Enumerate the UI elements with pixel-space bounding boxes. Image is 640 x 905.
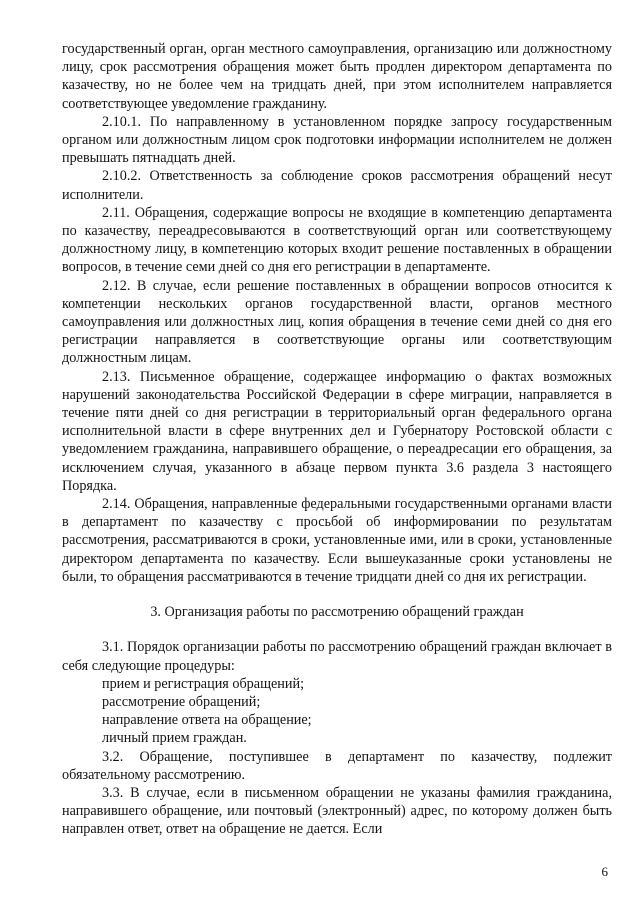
paragraph-2-12: 2.12. В случае, если решение поставленных в обращении вопросов относится к компетенции нескольких органов государственной власти, органов местного самоуправления или должностных лиц, копия обращения в течение семи дней со дня его регистрации направляется в соответствующие органы или соответствующим должностным лицам. [62,277,612,367]
paragraph-2-13: 2.13. Письменное обращение, содержащее информацию о фактах возможных нарушений законодательства Российской Федерации в сфере миграции, направляется в течение пяти дней со дня регистрации в территориальный орган федерального органа исполнительной власти в сфере внутренних дел и Губернатору Ростовской области с уведомлением гражданина, направившего обращение, о переадресации его обращения, за исключением случая, указанного в абзаце первом пункта 3.6 раздела 3 настоящего Порядка. [62,368,612,494]
paragraph-2-11: 2.11. Обращения, содержащие вопросы не входящие в компетенцию департамента по казачеству, переадресовываются в соответствующий орган или соответствующему должностному лицу, в компетенцию которых входит решение поставленных в обращении вопросов, в течение семи дней со дня его регистрации в департаменте. [62,204,612,276]
paragraph-3-1: 3.1. Порядок организации работы по рассмотрению обращений граждан включает в себя следующие процедуры: [62,639,612,674]
document-page [62,40,612,839]
section-heading: 3. Организация работы по рассмотрению обращений граждан [150,604,524,621]
paragraph-3-3: 3.3. В случае, если в письменном обращении не указаны фамилия гражданина, направившего обращение, или почтовый (электронный) адрес, по которому должен быть направлен ответ, ответ на обращение не дается. Если [62,784,612,838]
paragraph-2-10-1: 2.10.1. По направленному в установленном порядке запросу государственным органом или должностным лицом срок подготовки информации исполнителем не должен превышать пятнадцать дней. [62,113,612,167]
paragraph-2-14: 2.14. Обращения, направленные федеральными государственными органами власти в департамент по казачеству с просьбой об информировании по результатам рассмотрения, рассматриваются в сроки, установленные ими, или в сроки, установленные директором департамента по казачеству. Если вышеуказанные сроки установлены не были, то обращения рассматриваются в течение тридцати дней со дня их регистрации. [62,496,612,585]
paragraph-continuation: государственный орган, орган местного самоуправления, организацию или должностному лицу, срок рассмотрения обращения может быть продлен директором департамента по казачеству, но не более чем на тридцать дней, при этом исполнителем направляется соответствующее уведомление гражданину. [62,41,612,112]
paragraph-3-2: 3.2. Обращение, поступившее в департамент по казачеству, подлежит обязательному рассмотрению. [62,748,612,783]
paragraph-2-10-2: 2.10.2. Ответственность за соблюдение сроков рассмотрения обращений несут исполнители. [62,168,612,203]
page-number: 6 [601,864,608,879]
list-item-procedure: личный прием граждан. [102,730,247,747]
list-item-procedure: рассмотрение обращений; [102,693,261,710]
list-item-procedure: направление ответа на обращение; [102,712,312,729]
list-item-procedure: прием и регистрация обращений; [102,675,305,692]
